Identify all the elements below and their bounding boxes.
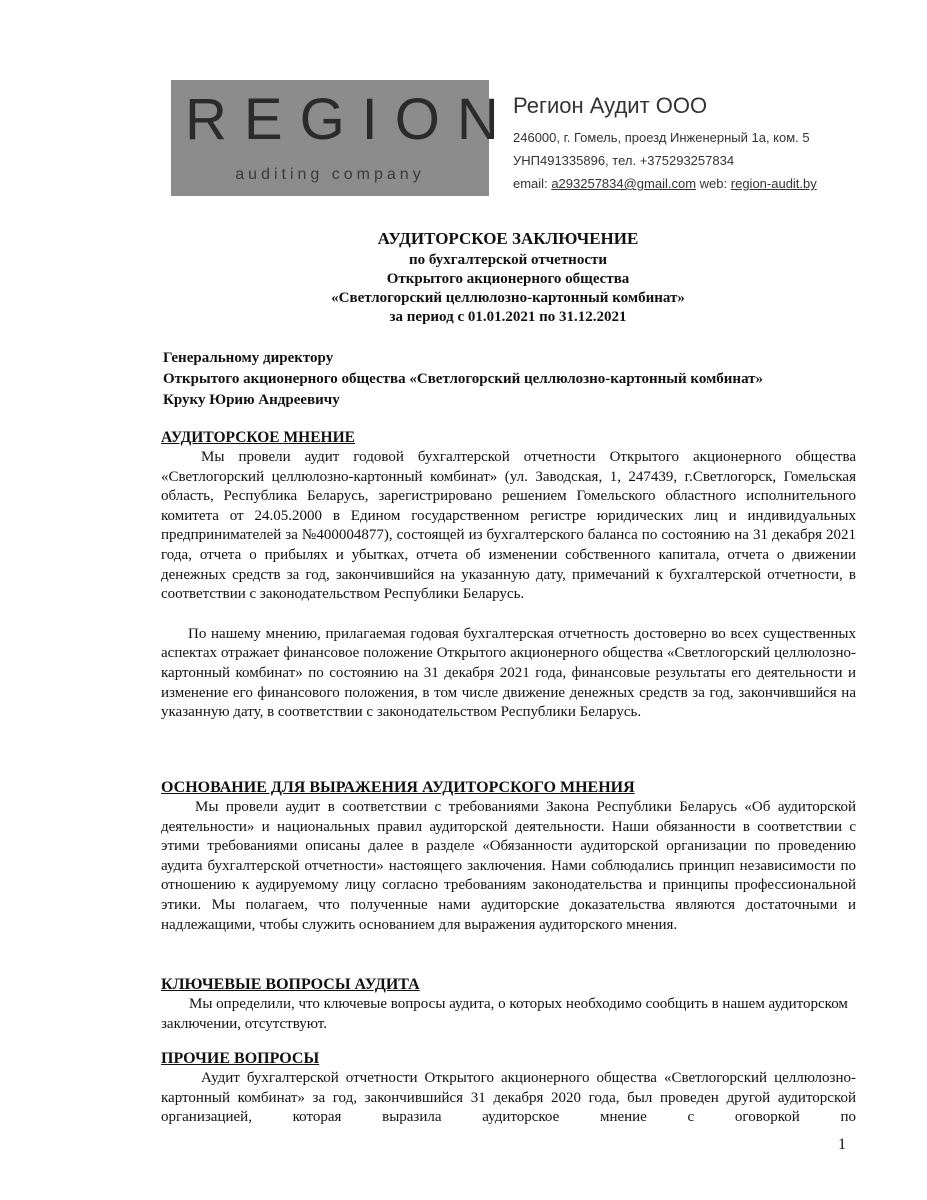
section-basis — [161, 778, 856, 935]
web-label: web: — [699, 176, 728, 191]
company-unp-phone: УНП491335896, тел. +375293257834 — [513, 153, 735, 168]
title-line-2: Открытого акционерного общества — [386, 271, 630, 287]
document-title — [160, 227, 856, 327]
web-link[interactable]: region-audit.by — [730, 176, 817, 191]
company-address: 246000, г. Гомель, проезд Инженерный 1а, ком. 5 — [513, 130, 810, 145]
company-name: Регион Аудит ООО — [513, 93, 708, 118]
section-other-matters — [161, 1049, 856, 1128]
logo-tagline: auditing company — [235, 166, 425, 183]
basis-paragraph: Мы провели аудит в соответствии с требованиями Закона Республики Беларусь «Об аудиторской деятельности» и национальных правил аудиторской деятельности. Наши обязанности в соответствии с этими требованиями описаны далее в разделе «Обязанности аудиторской организации по проведению аудита бухгалтерской отчетности» настоящего заключения. Нами соблюдались принцип независимости по отношению к аудируемому лицу согласно требованиям законодательства и принципы профессиональной этики. Мы полагаем, что полученные нами аудиторские доказательства являются достаточными и надлежащими, чтобы служить основанием для выражения аудиторского мнения. — [161, 799, 856, 933]
title-line-4: за период с 01.01.2021 по 31.12.2021 — [389, 309, 627, 325]
opinion-paragraph-2: По нашему мнению, прилагаемая годовая бухгалтерская отчетность достоверно во всех существенных аспектах отражает финансовое положение Открытого акционерного общества «Светлогорский целлюлозно-картонный комбинат» по состоянию на 31 декабря 2021 года, финансовые результаты его деятельности и изменение его финансового положения, в том числе движение денежных средств за год, закончившийся на указанную дату, в соответствии с законодательством Республики Беларусь. — [161, 625, 856, 721]
title-line-3: «Светлогорский целлюлозно-картонный комбинат» — [331, 290, 685, 306]
email-label: email: — [513, 176, 548, 191]
page-number: 1 — [838, 1136, 846, 1153]
logo-wordmark: REGION — [185, 87, 516, 152]
addressee-company: Открытого акционерного общества «Светлогорский целлюлозно-картонный комбинат» — [163, 371, 764, 387]
key-matters-paragraph: Мы определили, что ключевые вопросы аудита, о которых необходимо сообщить в нашем аудиторском заключении, отсутствуют. — [161, 996, 848, 1032]
opinion-heading: АУДИТОРСКОЕ МНЕНИЕ — [161, 429, 355, 446]
section-key-matters — [161, 975, 856, 1034]
addressee-position: Генеральному директору — [163, 350, 334, 366]
title-main: АУДИТОРСКОЕ ЗАКЛЮЧЕНИЕ — [377, 229, 639, 248]
title-line-1: по бухгалтерской отчетности — [408, 252, 607, 268]
company-info — [513, 90, 913, 195]
opinion-paragraph-1: Мы провели аудит годовой бухгалтерской отчетности Открытого акционерного общества «Светлогорский целлюлозно-картонный комбинат» (ул. Заводская, 1, 247439, г.Светлогорск, Гомельская область, Республика Беларусь, зарегистрировано решением Гомельского областного исполнительного комитета от 24.05.2000 в Едином государственном регистре юридических лиц и индивидуальных предпринимателей за №400004877), состоящей из бухгалтерского баланса по состоянию на 31 декабря 2021 года, отчета о прибылях и убытках, отчета об изменении собственного капитала, отчета о движении денежных средств за год, закончившийся на указанную дату, примечаний к бухгалтерской отчетности, в соответствии с законодательством Республики Беларусь. — [161, 449, 856, 603]
section-opinion — [161, 428, 856, 723]
company-contacts — [513, 172, 913, 195]
other-matters-paragraph: Аудит бухгалтерской отчетности Открытого акционерного общества «Светлогорский целлюлозно-картонный комбинат» за год, закончившийся 31 декабря 2020 года, был проведен другой аудиторской организацией, которая выразила аудиторское мнение с оговоркой по — [161, 1070, 856, 1126]
addressee-block — [163, 348, 863, 411]
region-logo — [171, 80, 516, 196]
addressee-name: Круку Юрию Андреевичу — [163, 392, 340, 408]
basis-heading: ОСНОВАНИЕ ДЛЯ ВЫРАЖЕНИЯ АУДИТОРСКОГО МНЕНИЯ — [161, 779, 635, 796]
other-matters-heading: ПРОЧИЕ ВОПРОСЫ — [161, 1050, 320, 1067]
email-link[interactable]: a293257834@gmail.com — [551, 176, 697, 191]
key-matters-heading: КЛЮЧЕВЫЕ ВОПРОСЫ АУДИТА — [161, 976, 420, 993]
